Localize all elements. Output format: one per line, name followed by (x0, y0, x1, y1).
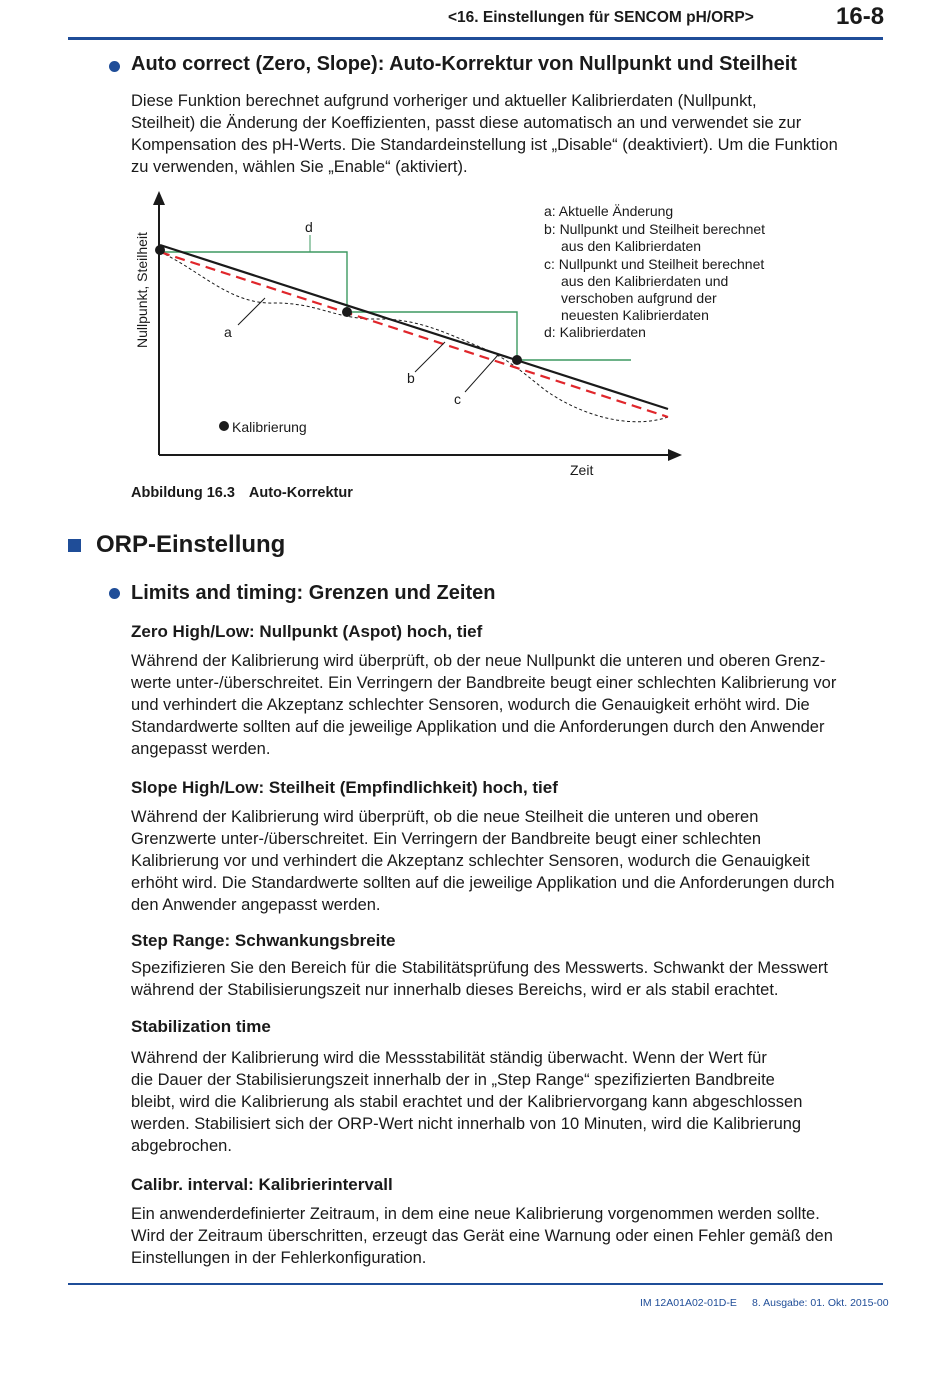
subsection-title: Step Range: Schwankungsbreite (131, 931, 396, 950)
subsection-title: Calibr. interval: Kalibrierintervall (131, 1175, 393, 1194)
header-rule (68, 37, 883, 40)
footer-rule (68, 1283, 883, 1285)
subsection-title: Stabilization time (131, 1017, 271, 1036)
y-axis-arrow (153, 191, 165, 205)
text-line: die Dauer der Stabilisierungszeit innerhalb der in „Step Range“ spezifizierten Bandbreite (131, 1071, 775, 1089)
section-square-icon (68, 539, 81, 552)
calibration-point (342, 307, 352, 317)
y-axis-label: Nullpunkt, Steilheit (134, 232, 150, 348)
text-line: zu verwenden, wählen Sie „Enable“ (aktiviert). (131, 158, 468, 176)
text-line: erhöht wird. Die Standardwerte sollten auf die jeweilige Applikation und die Anforderungen durch (131, 874, 835, 892)
subsection-paragraph (131, 957, 883, 1001)
page-number: 16-8 (836, 3, 885, 30)
text-line: Grenzwerte unter-/überschreitet. Ein Verringern der Bandbreite beugt einer schlechten (131, 830, 762, 848)
text-line: Während der Kalibrierung wird überprüft, ob der neue Nullpunkt die unteren und oberen Grenz- (131, 652, 826, 670)
text-line: während der Stabilisierungszeit nur innerhalb dieses Bereichs, wird er als stabil erachtet. (131, 981, 779, 999)
subsection-paragraph (131, 806, 883, 916)
figure-caption-number: Abbildung 16.3 (131, 485, 235, 501)
auto-correction-figure (120, 185, 820, 485)
x-axis-label: Zeit (570, 462, 594, 478)
legend-b: b: Nullpunkt und Steilheit berechnet (544, 221, 766, 237)
text-line: Kompensation des pH-Werts. Die Standardeinstellung ist „Disable“ (deaktiviert). Um die Funktion (131, 136, 838, 154)
text-line: und verhindert die Akzeptanz schlechter Sensoren, wodurch die Genauigkeit erhöht wird. Die (131, 696, 810, 714)
text-line: angepasst werden. (131, 740, 271, 758)
legend-b-cont: aus den Kalibrierdaten (561, 238, 702, 254)
text-line: Während der Kalibrierung wird überprüft, ob die neue Steilheit die unteren und oberen (131, 808, 759, 826)
bullet-dot (109, 61, 120, 72)
label-b: b (407, 370, 415, 386)
label-a: a (224, 324, 232, 340)
figure-caption-text: Auto-Korrektur (248, 485, 353, 501)
footer-edition: 8. Ausgabe: 01. Okt. 2015-00 (752, 1297, 889, 1309)
calibration-point (155, 245, 165, 255)
bullet-dot (109, 588, 120, 599)
text-line: Einstellungen in der Fehlerkonfiguration. (131, 1249, 427, 1267)
subsection-paragraph (131, 1047, 883, 1157)
text-line: abgebrochen. (131, 1137, 232, 1155)
text-line: Während der Kalibrierung wird die Messstabilität ständig überwacht. Wenn der Wert für (131, 1049, 767, 1067)
legend-c-cont: neuesten Kalibrierdaten (561, 307, 709, 323)
text-line: Spezifizieren Sie den Bereich für die Stabilitätsprüfung des Messwerts. Schwankt der Messwert (131, 959, 828, 977)
orp-section-title: ORP-Einstellung (96, 531, 286, 558)
leader-c (465, 355, 498, 392)
calibration-legend-dot (219, 421, 229, 431)
label-d: d (305, 219, 313, 235)
subsection-paragraph (131, 650, 883, 760)
leader-b (415, 342, 445, 372)
footer-document-number: IM 12A01A02-01D-E (640, 1297, 737, 1309)
text-line: werden. Stabilisiert sich der ORP-Wert nicht innerhalb von 10 Minuten, wird die Kalibrierung (131, 1115, 802, 1133)
autocorrect-heading: Auto correct (Zero, Slope): Auto-Korrektur von Nullpunkt und Steilheit (131, 53, 797, 75)
legend-c: c: Nullpunkt und Steilheit berechnet (544, 256, 765, 272)
text-line: Wird der Zeitraum überschritten, erzeugt das Gerät eine Warnung oder einen Fehler gemäß den (131, 1227, 833, 1245)
label-c: c (454, 391, 461, 407)
calibration-legend-label: Kalibrierung (232, 419, 307, 435)
limits-heading: Limits and timing: Grenzen und Zeiten (131, 582, 496, 604)
legend-a: a: Aktuelle Änderung (544, 203, 674, 219)
subsection-title: Zero High/Low: Nullpunkt (Aspot) hoch, tief (131, 622, 483, 641)
subsection-paragraph (131, 1203, 883, 1269)
legend-d: d: Kalibrierdaten (544, 324, 646, 340)
text-line: Diese Funktion berechnet aufgrund vorheriger und aktueller Kalibrierdaten (Nullpunkt, (131, 92, 757, 110)
text-line: Kalibrierung vor und verhindert die Akzeptanz schlechter Sensoren, wodurch die Genauigkeit (131, 852, 810, 870)
x-axis-arrow (668, 449, 682, 461)
calibration-point (512, 355, 522, 365)
figure-caption (131, 485, 353, 501)
legend-c-cont: aus den Kalibrierdaten und (561, 273, 729, 289)
leader-a (238, 298, 265, 325)
text-line: Standardwerte sollten auf die jeweilige Applikation und die Anforderungen durch den Anwender (131, 718, 825, 736)
text-line: Ein anwenderdefinierter Zeitraum, in dem eine neue Kalibrierung vorgenommen werden sollte. (131, 1205, 820, 1223)
running-header-title: <16. Einstellungen für SENCOM pH/ORP> (448, 9, 754, 26)
text-line: werte unter-/überschreitet. Ein Verringern der Bandbreite beugt einer schlechten Kalibrierung vor (131, 674, 837, 692)
autocorrect-paragraph (131, 90, 883, 178)
text-line: den Anwender angepasst werden. (131, 896, 381, 914)
subsection-title: Slope High/Low: Steilheit (Empfindlichkeit) hoch, tief (131, 778, 558, 797)
text-line: bleibt, wird die Kalibrierung als stabil erachtet und der Kalibriervorgang kann abgeschlossen (131, 1093, 803, 1111)
legend-c-cont: verschoben aufgrund der (561, 290, 717, 306)
text-line: Steilheit) die Änderung der Koeffizienten, passt diese automatisch an und verwendet sie zur (131, 114, 802, 132)
